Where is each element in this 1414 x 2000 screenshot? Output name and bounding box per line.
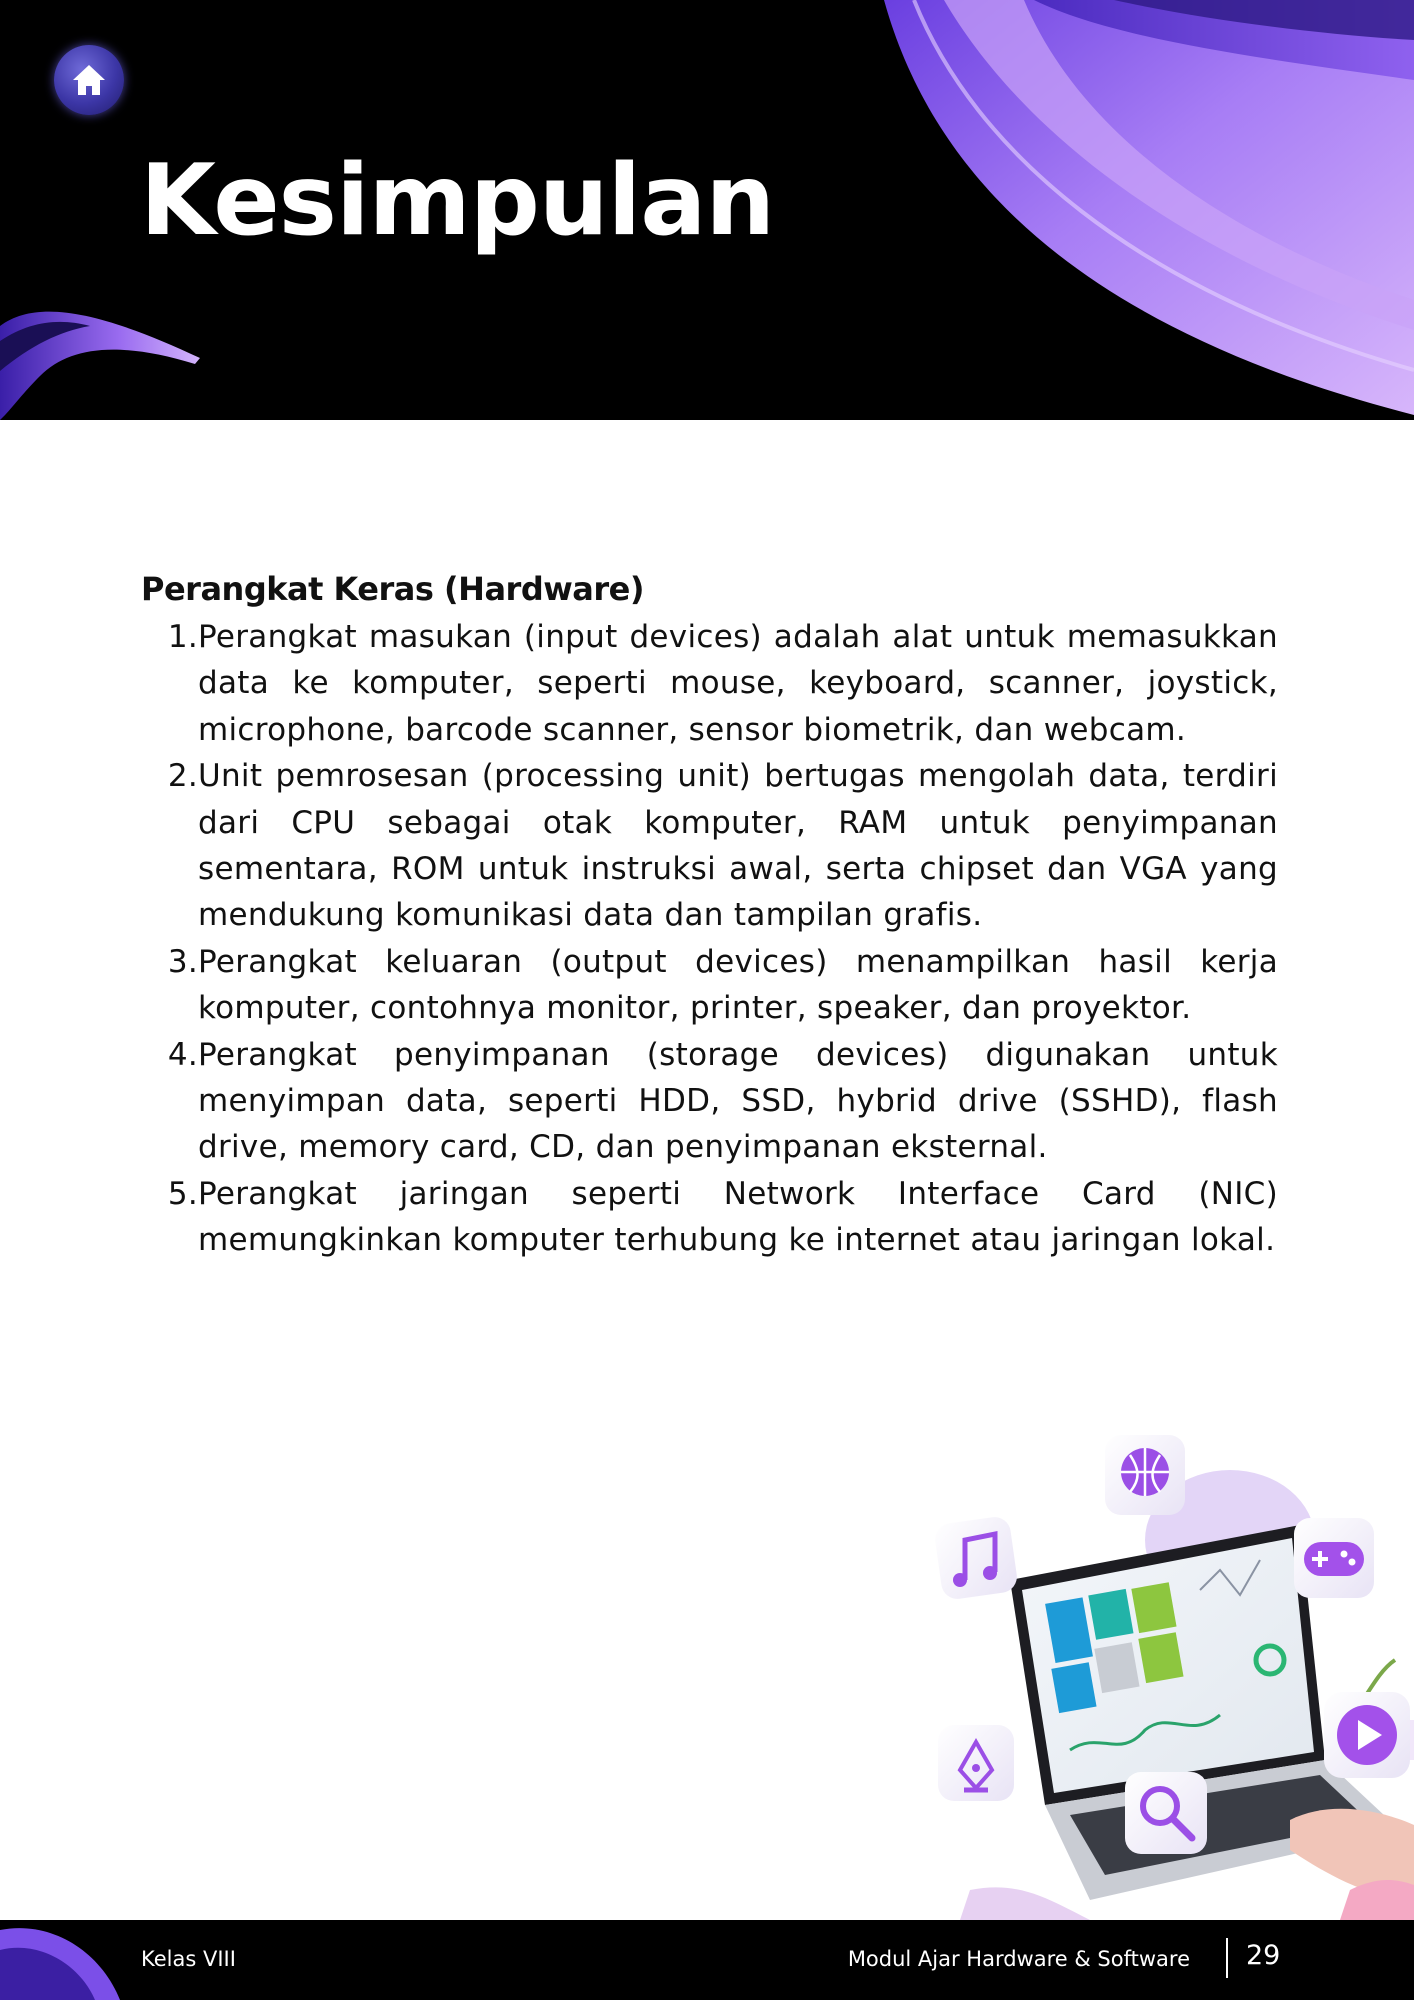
list-item-number: 3. [167, 943, 198, 980]
list-item [141, 614, 1278, 753]
footer-swirl-decoration [0, 1920, 130, 2000]
gamepad-icon [1294, 1518, 1374, 1598]
purple-wave-decoration [0, 296, 200, 420]
list-item-number: 2. [167, 758, 198, 795]
footer-module-title: Modul Ajar Hardware & Software [847, 1947, 1190, 1971]
footer-divider [1226, 1938, 1228, 1978]
laptop-illustration [930, 1430, 1414, 1920]
search-icon [1125, 1772, 1207, 1854]
list-item [141, 1032, 1278, 1171]
page-number: 29 [1246, 1940, 1281, 1971]
list-item-text: Perangkat masukan (input devices) adalah alat untuk memasukkan data ke komputer, seperti mouse, keyboard, scanner, joystick, microphone, barcode scanner, sensor biometrik, dan webcam. [198, 619, 1278, 748]
list-item-text: Perangkat penyimpanan (storage devices) digunakan untuk menyimpan data, seperti HDD, SSD, hybrid drive (SSHD), flash drive, memory card, CD, dan penyimpanan eksternal. [198, 1036, 1278, 1166]
list-item-number: 4. [167, 1036, 198, 1073]
list-item [141, 939, 1278, 1032]
home-button[interactable] [54, 45, 124, 115]
list-item-number: 1. [167, 619, 198, 655]
laptop-screen [1010, 1525, 1325, 1805]
list-item-text: Perangkat keluaran (output devices) menampilkan hasil kerja komputer, contohnya monitor, printer, speaker, dan proyektor. [198, 943, 1278, 1027]
list-item [141, 1171, 1278, 1264]
list-item-text: Perangkat jaringan seperti Network Interface Card (NIC) memungkinkan komputer terhubung ke internet atau jaringan lokal. [198, 1175, 1278, 1259]
footer [0, 1920, 1414, 2000]
section-heading: Perangkat Keras (Hardware) [141, 570, 644, 608]
globe-icon [1105, 1435, 1185, 1515]
list-item [141, 753, 1278, 939]
main-content [141, 566, 1278, 1264]
pen-tool-icon [938, 1725, 1014, 1801]
hardware-list [141, 614, 1278, 1264]
home-icon [71, 63, 107, 97]
header-banner [0, 0, 1414, 420]
list-item-text: Unit pemrosesan (processing unit) bertugas mengolah data, terdiri dari CPU sebagai otak komputer, RAM untuk penyimpanan sementara, ROM untuk instruksi awal, serta chipset dan VGA yang mendukung komunikasi data dan tampilan grafis. [198, 758, 1278, 934]
play-icon [1324, 1692, 1410, 1778]
music-icon [933, 1515, 1019, 1601]
list-item-number: 5. [167, 1175, 198, 1212]
footer-class-label: Kelas VIII [141, 1947, 236, 1971]
page-title: Kesimpulan [140, 144, 775, 258]
purple-swirl-decoration [874, 0, 1414, 420]
